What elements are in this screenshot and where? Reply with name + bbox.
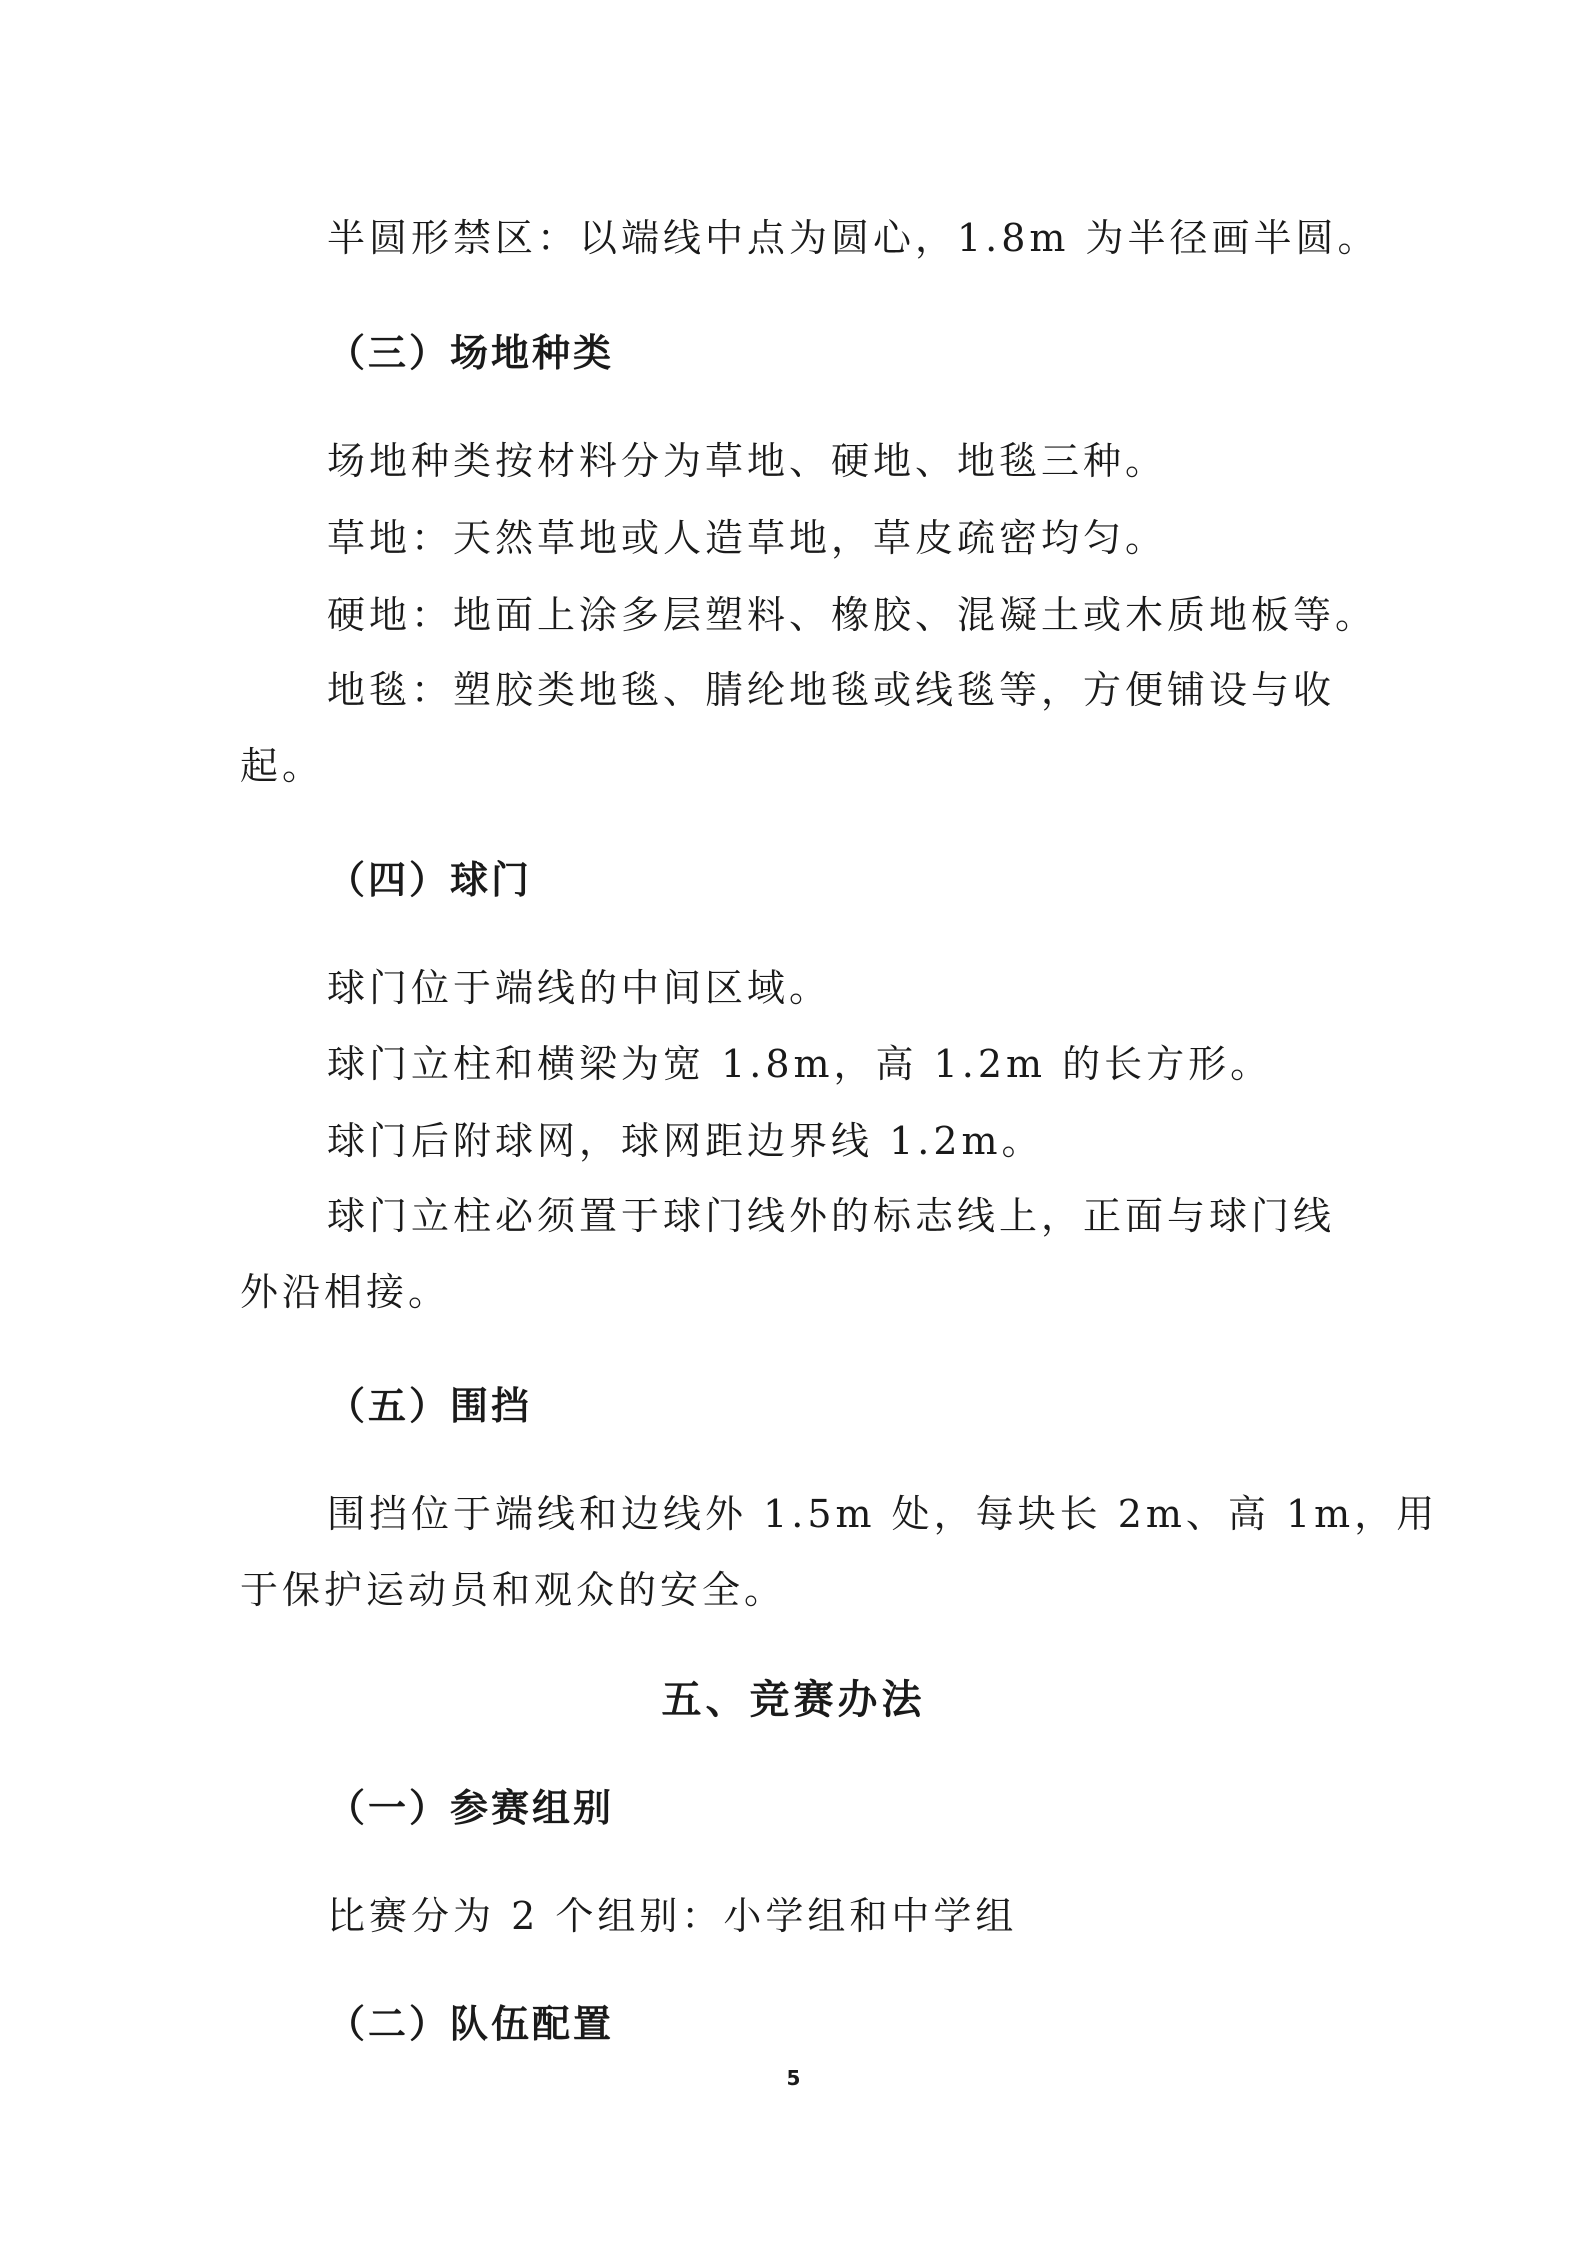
section-heading-goal: （四）球门 (327, 858, 533, 902)
paragraph-goal-size: 球门立柱和横梁为宽 1.8m，高 1.2m 的长方形。 (327, 1042, 1273, 1086)
page-number: 5 (786, 2066, 801, 2090)
section-heading-groups: （一）参赛组别 (327, 1786, 615, 1830)
paragraph-field-types-intro: 场地种类按材料分为草地、硬地、地毯三种。 (327, 439, 1168, 483)
paragraph-barrier: 围挡位于端线和边线外 1.5m 处，每块长 2m、高 1m，用 (327, 1492, 1439, 1536)
chapter-heading-competition-rules: 五、竞赛办法 (661, 1677, 926, 1723)
paragraph-barrier-continued: 于保护运动员和观众的安全。 (240, 1568, 787, 1612)
paragraph-goal-post: 球门立柱必须置于球门线外的标志线上，正面与球门线 (327, 1194, 1336, 1238)
paragraph-groups: 比赛分为 2 个组别：小学组和中学组 (327, 1894, 1018, 1938)
paragraph-goal-post-continued: 外沿相接。 (240, 1270, 451, 1314)
paragraph-goal-net: 球门后附球网，球网距边界线 1.2m。 (327, 1119, 1044, 1163)
paragraph-carpet-continued: 起。 (240, 744, 325, 788)
paragraph-carpet: 地毯：塑胶类地毯、腈纶地毯或线毯等，方便铺设与收 (327, 668, 1336, 712)
paragraph-grass: 草地：天然草地或人造草地，草皮疏密均匀。 (327, 516, 1168, 560)
paragraph-goal-position: 球门位于端线的中间区域。 (327, 966, 832, 1010)
section-heading-field-types: （三）场地种类 (327, 331, 615, 375)
paragraph-hard-ground: 硬地：地面上涂多层塑料、橡胶、混凝土或木质地板等。 (327, 593, 1378, 637)
section-heading-team-config: （二）队伍配置 (327, 2002, 615, 2046)
paragraph-restricted-area: 半圆形禁区：以端线中点为圆心，1.8m 为半径画半圆。 (327, 216, 1380, 260)
section-heading-barrier: （五）围挡 (327, 1384, 533, 1428)
